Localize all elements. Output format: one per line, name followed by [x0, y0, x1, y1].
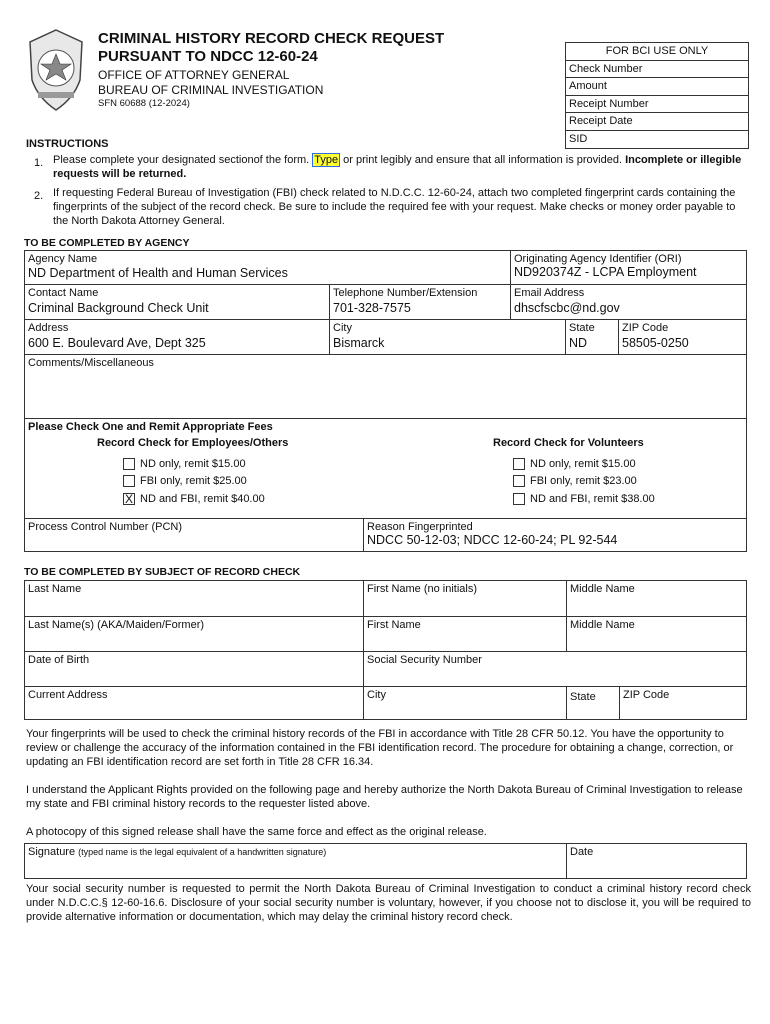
ssn-notice-paragraph: Your social security number is requested to permit the North Dakota Bureau of Criminal Investigation to conduct a criminal history record check under N.D.C.C.§ 12-60-16.6. Disclosure of your social security number is voluntary, however, if you choose not to disclose it, you will be required to provide alternative information or documentation, which may delay the criminal history record check.: [26, 883, 751, 923]
aka-first-name-label: First Name: [367, 619, 421, 631]
volunteer-fbi-only-label: FBI only, remit $23.00: [530, 475, 637, 487]
form-title: [98, 30, 498, 66]
reason-label: Reason Fingerprinted: [367, 521, 473, 533]
signature-field[interactable]: [25, 844, 567, 878]
zip-field[interactable]: [619, 320, 747, 355]
first-name-label: First Name (no initials): [367, 583, 478, 595]
subject-middle-name-field[interactable]: [567, 581, 747, 617]
comments-label: Comments/Miscellaneous: [28, 357, 154, 369]
ori-value: ND920374Z - LCPA Employment: [514, 265, 697, 279]
agency-name-label: Agency Name: [28, 253, 98, 265]
instructions-heading: INSTRUCTIONS: [26, 138, 109, 150]
ssn-label: Social Security Number: [367, 654, 482, 666]
comments-field[interactable]: [25, 355, 747, 419]
reason-value: NDCC 50-12-03; NDCC 12-60-24; PL 92-544: [367, 533, 618, 547]
email-value: dhscfscbc@nd.gov: [514, 301, 620, 315]
form-number: SFN 60688 (12-2024): [98, 98, 190, 109]
date-label: Date: [570, 846, 594, 858]
subject-state-field[interactable]: [567, 687, 620, 720]
signature-label: Signature: [28, 846, 76, 858]
pcn-label: Process Control Number (PCN): [28, 521, 183, 533]
bci-amount[interactable]: Amount: [566, 77, 748, 95]
aka-label: Last Name(s) (AKA/Maiden/Former): [28, 619, 205, 631]
dob-label: Date of Birth: [28, 654, 90, 666]
agency-section: [24, 250, 747, 552]
state-field[interactable]: [566, 320, 619, 355]
address-label: Address: [28, 322, 69, 334]
employee-nd-fbi-checkbox[interactable]: X: [124, 492, 133, 506]
bci-use-only-box: [565, 42, 749, 149]
subject-section-heading: TO BE COMPLETED BY SUBJECT OF RECORD CHECK: [24, 566, 301, 578]
signature-row: [24, 843, 747, 879]
type-highlight: Type: [314, 154, 339, 166]
instruction-1-warning: Incomplete or illegible requests will be returned.: [53, 154, 742, 180]
volunteer-nd-only-checkbox[interactable]: [513, 458, 525, 470]
title-line-1: CRIMINAL HISTORY RECORD CHECK REQUEST: [98, 30, 445, 47]
fees-area: [25, 419, 747, 519]
employee-fbi-only-checkbox[interactable]: [123, 475, 135, 487]
agency-name-field[interactable]: [25, 251, 511, 285]
fees-heading: Please Check One and Remit Appropriate Fees: [28, 421, 273, 433]
state-value: ND: [569, 336, 588, 350]
instruction-1-post: or print legibly and ensure that all information is provided.: [340, 154, 626, 166]
city-field[interactable]: [330, 320, 566, 355]
contact-name-value: Criminal Background Check Unit: [28, 301, 209, 315]
zip-value: 58505-0250: [622, 336, 689, 350]
subject-ssn-field[interactable]: [364, 652, 747, 687]
last-name-label: Last Name: [28, 583, 82, 595]
contact-name-field[interactable]: [25, 285, 330, 320]
email-label: Email Address: [514, 287, 585, 299]
bureau-name: BUREAU OF CRIMINAL INVESTIGATION: [98, 83, 324, 97]
pcn-field[interactable]: [25, 519, 364, 552]
aka-middle-name-label: Middle Name: [570, 619, 635, 631]
subject-dob-field[interactable]: [25, 652, 364, 687]
bci-heading: FOR BCI USE ONLY: [605, 45, 709, 57]
employee-nd-only-label: ND only, remit $15.00: [140, 458, 246, 470]
bci-seal-logo: [26, 28, 86, 112]
subject-section: [24, 580, 747, 720]
employee-nd-only-checkbox[interactable]: [123, 458, 135, 470]
subject-zip-label: ZIP Code: [623, 689, 670, 701]
middle-name-label: Middle Name: [570, 583, 635, 595]
city-value: Bismarck: [333, 336, 385, 350]
fbi-notice-paragraph: Your fingerprints will be used to check the criminal history records of the FBI in accordance with Title 28 CFR 50.12. You have the opportunity to review or challenge the accuracy of the information contained in the FBI identification record. The procedure for obtaining a change, correction, or updating an FBI identification record are set forth in Title 28 CFR 16.34.: [26, 728, 734, 768]
volunteers-heading: Record Check for Volunteers: [493, 437, 644, 449]
office-name: OFFICE OF ATTORNEY GENERAL: [98, 68, 290, 82]
subject-city-field[interactable]: [364, 687, 567, 720]
contact-name-label: Contact Name: [28, 287, 99, 299]
subject-address-field[interactable]: [25, 687, 364, 720]
zip-label: ZIP Code: [622, 322, 669, 334]
instruction-1-number: 1.: [34, 157, 44, 169]
bci-sid[interactable]: SID: [566, 130, 748, 148]
telephone-value: 701-328-7575: [333, 301, 411, 315]
volunteer-nd-fbi-checkbox[interactable]: [513, 493, 525, 505]
bci-check-number[interactable]: Check Number: [566, 60, 748, 78]
current-address-label: Current Address: [28, 689, 108, 701]
title-line-2: PURSUANT TO NDCC 12-60-24: [98, 48, 318, 65]
address-field[interactable]: [25, 320, 330, 355]
reason-fingerprinted-field[interactable]: [364, 519, 747, 552]
ori-field[interactable]: [511, 251, 747, 285]
agency-section-heading: TO BE COMPLETED BY AGENCY: [24, 237, 190, 249]
telephone-label: Telephone Number/Extension: [333, 287, 478, 299]
email-field[interactable]: [511, 285, 747, 320]
employee-nd-fbi-label: ND and FBI, remit $40.00: [140, 493, 265, 505]
instruction-1-text: [53, 153, 743, 181]
volunteer-nd-only-label: ND only, remit $15.00: [530, 458, 636, 470]
telephone-field[interactable]: [330, 285, 511, 320]
signature-note: (typed name is the legal equivalent of a handwritten signature): [78, 847, 327, 857]
bci-receipt-date[interactable]: Receipt Date: [566, 112, 748, 130]
subject-first-name-field[interactable]: [364, 581, 567, 617]
instruction-1-pre: Please complete your designated sectionof the form.: [53, 154, 313, 166]
ori-label: Originating Agency Identifier (ORI): [514, 253, 682, 265]
volunteer-nd-fbi-label: ND and FBI, remit $38.00: [530, 493, 655, 505]
city-label: City: [333, 322, 352, 334]
bci-receipt-number[interactable]: Receipt Number: [566, 95, 748, 113]
photocopy-paragraph: A photocopy of this signed release shall have the same force and effect as the original release.: [26, 826, 487, 838]
subject-city-label: City: [367, 689, 386, 701]
volunteer-fbi-only-checkbox[interactable]: [513, 475, 525, 487]
instruction-2-number: 2.: [34, 190, 44, 202]
employees-heading: Record Check for Employees/Others: [97, 437, 289, 449]
employee-fbi-only-label: FBI only, remit $25.00: [140, 475, 247, 487]
subject-aka-middle-name-field[interactable]: [567, 617, 747, 652]
authorization-paragraph: I understand the Applicant Rights provided on the following page and hereby authorize the North Dakota Bureau of Criminal Investigation to release my state and FBI criminal history records to the requester listed above.: [26, 784, 743, 810]
date-field[interactable]: [567, 844, 747, 878]
subject-last-name-field[interactable]: [25, 581, 364, 617]
address-value: 600 E. Boulevard Ave, Dept 325: [28, 336, 206, 350]
state-label: State: [569, 322, 595, 334]
subject-aka-first-name-field[interactable]: [364, 617, 567, 652]
instruction-2-text: If requesting Federal Bureau of Investigation (FBI) check related to N.D.C.C. 12-60-24, attach two completed fingerprint cards containing the fingerprints of the subject of the record check. Be sure to include the required fee with your request. Make checks or money order payable to the North Dakota Attorney General.: [53, 187, 736, 227]
subject-zip-field[interactable]: [620, 687, 747, 720]
agency-name-value: ND Department of Health and Human Services: [28, 266, 288, 280]
subject-aka-field[interactable]: [25, 617, 364, 652]
subject-state-label: State: [570, 691, 596, 703]
